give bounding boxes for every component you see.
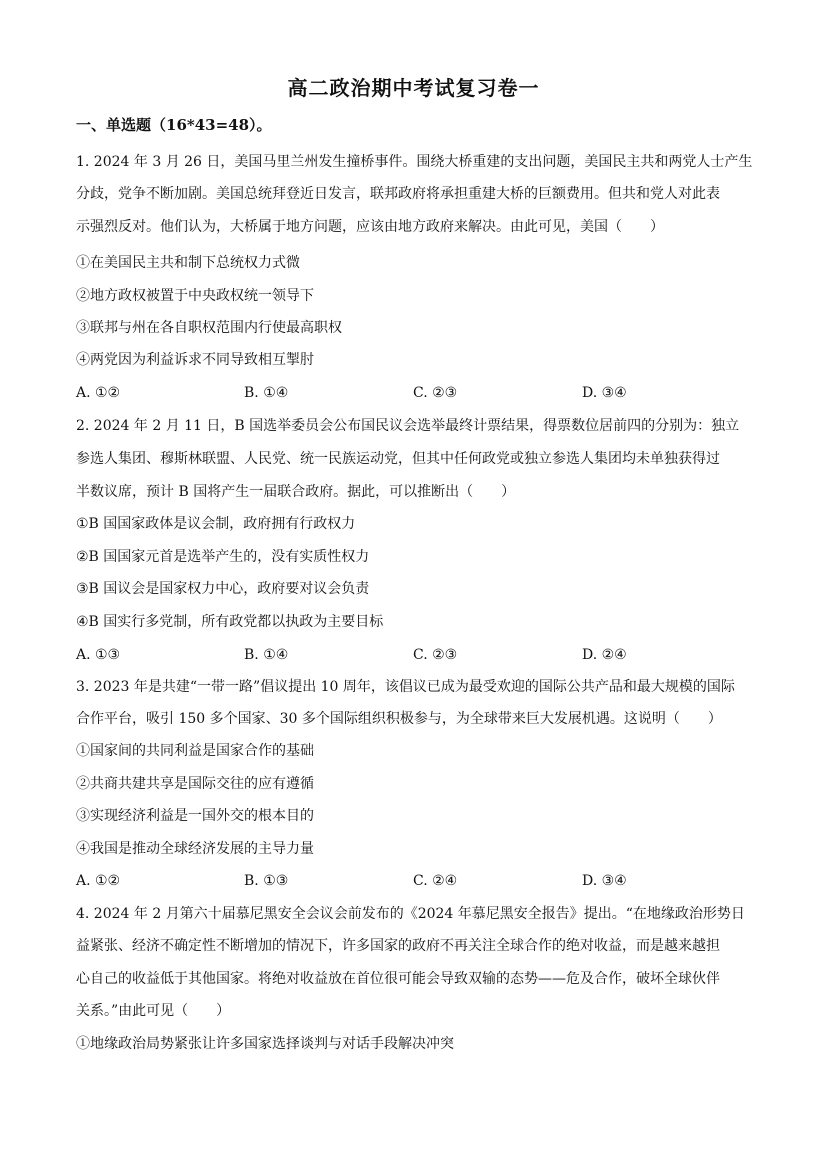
question-2-stem-line: 参选人集团、穆斯林联盟、人民党、统一民族运动党，但其中任何政党或独立参选人集团均未单独获得过 bbox=[76, 451, 720, 467]
question-3-option-a: A. ①② bbox=[76, 873, 121, 889]
question-3-item: ①国家间的共同利益是国家合作的基础 bbox=[76, 743, 314, 759]
question-3-option-b: B. ①③ bbox=[244, 873, 289, 889]
question-2-stem-line: 半数议席，预计 B 国将产生一届联合政府。据此，可以推断出（ ） bbox=[76, 484, 516, 500]
question-1-item: ①在美国民主共和制下总统权力式微 bbox=[76, 255, 300, 271]
question-4-item: ①地缘政治局势紧张让许多国家选择谈判与对话手段解决冲突 bbox=[76, 1036, 454, 1052]
question-2-option-c: C. ②③ bbox=[413, 647, 458, 663]
question-2-item: ④B 国实行多党制，所有政党都以执政为主要目标 bbox=[76, 614, 384, 630]
question-1-stem-line: 1. 2024 年 3 月 26 日，美国马里兰州发生撞桥事件。围绕大桥重建的支出问题，美国民主共和两党人士产生 bbox=[76, 154, 753, 170]
question-2-item: ①B 国国家政体是议会制，政府拥有行政权力 bbox=[76, 516, 356, 532]
question-3-stem-line: 3. 2023 年是共建“一带一路”倡议提出 10 周年，该倡议已成为最受欢迎的国际公共产品和最大规模的国际 bbox=[76, 679, 735, 695]
question-3-item: ②共商共建共享是国际交往的应有遵循 bbox=[76, 776, 314, 792]
question-3-option-c: C. ②④ bbox=[413, 873, 458, 889]
question-1-option-d: D. ③④ bbox=[582, 385, 627, 401]
question-3-stem-line: 合作平台，吸引 150 多个国家、30 多个国际组织积极参与，为全球带来巨大发展机遇。这说明（ ） bbox=[76, 711, 722, 727]
section-heading: 一、单选题（16*43=48）。 bbox=[76, 116, 272, 134]
question-1-stem-line: 分歧，党争不断加剧。美国总统拜登近日发言，联邦政府将承担重建大桥的巨额费用。但共和党人对此表 bbox=[76, 186, 720, 202]
question-1-item: ③联邦与州在各自职权范围内行使最高职权 bbox=[76, 320, 342, 336]
question-2-stem-line: 2. 2024 年 2 月 11 日，B 国选举委员会公布国民议会选举最终计票结果，得票数位居前四的分别为：独立 bbox=[76, 418, 740, 434]
question-2-item: ②B 国国家元首是选举产生的，没有实质性权力 bbox=[76, 549, 370, 565]
question-3-item: ④我国是推动全球经济发展的主导力量 bbox=[76, 841, 314, 857]
question-4-stem-line: 益紧张、经济不确定性不断增加的情况下，许多国家的政府不再关注全球合作的绝对收益，而是越来越担 bbox=[76, 938, 720, 954]
question-1-item: ④两党因为利益诉求不同导致相互掣肘 bbox=[76, 352, 314, 368]
question-4-stem-line: 关系。”由此可见（ ） bbox=[76, 1003, 231, 1019]
question-1-option-b: B. ①④ bbox=[244, 385, 289, 401]
question-1-option-a: A. ①② bbox=[76, 385, 121, 401]
question-3-item: ③实现经济利益是一国外交的根本目的 bbox=[76, 808, 314, 824]
question-2-option-a: A. ①③ bbox=[76, 647, 121, 663]
question-2-option-d: D. ②④ bbox=[582, 647, 627, 663]
question-2-option-b: B. ①④ bbox=[244, 647, 289, 663]
question-1-stem-line: 示强烈反对。他们认为，大桥属于地方问题，应该由地方政府来解决。由此可见，美国（ ） bbox=[76, 219, 664, 235]
question-1-option-c: C. ②③ bbox=[413, 385, 458, 401]
question-1-item: ②地方政权被置于中央政权统一领导下 bbox=[76, 288, 314, 304]
question-4-stem-line: 4. 2024 年 2 月第六十届慕尼黑安全会议会前发布的《2024 年慕尼黑安全报告》提出。“在地缘政治形势日 bbox=[76, 906, 745, 922]
question-2-item: ③B 国议会是国家权力中心，政府要对议会负责 bbox=[76, 581, 370, 597]
question-4-stem-line: 心自己的收益低于其他国家。将绝对收益放在首位很可能会导致双输的态势——危及合作，破坏全球伙伴 bbox=[76, 971, 720, 987]
page-title: 高二政治期中考试复习卷一 bbox=[287, 76, 540, 100]
question-3-option-d: D. ③④ bbox=[582, 873, 627, 889]
